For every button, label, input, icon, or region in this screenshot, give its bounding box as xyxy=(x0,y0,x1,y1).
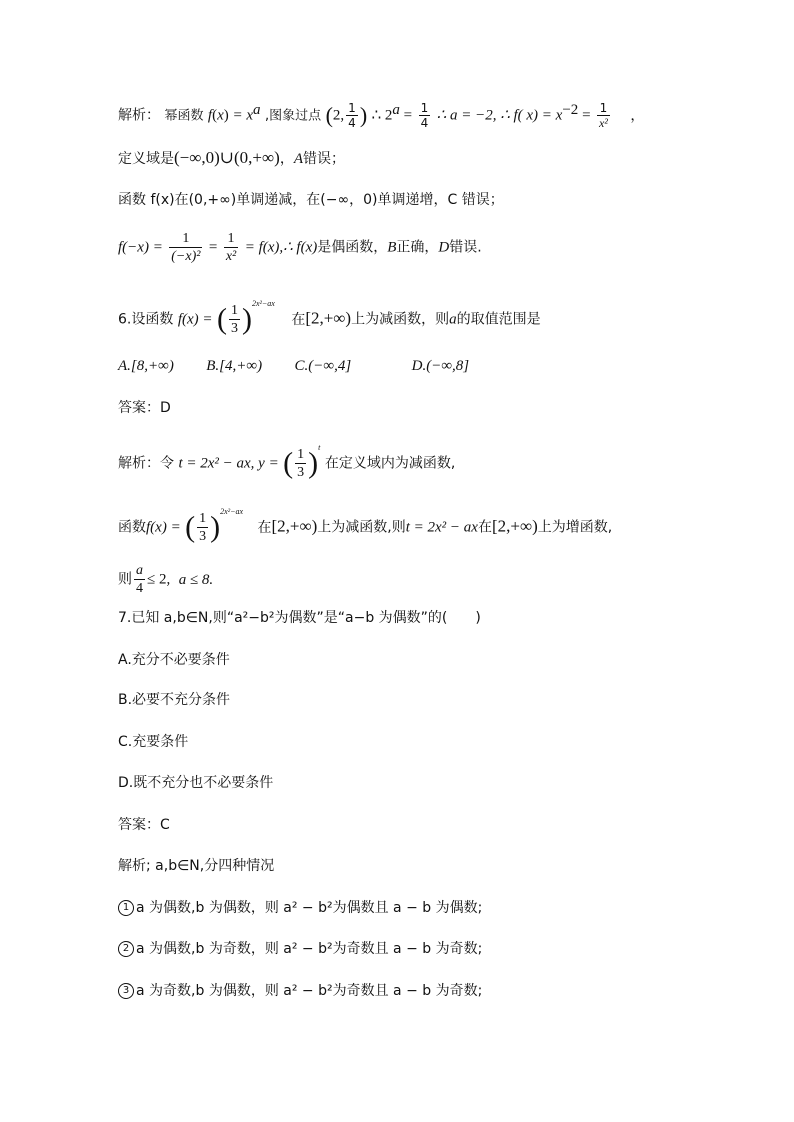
fraction-denominator: 3 xyxy=(230,321,238,336)
math-fragment: f(−x) = xyxy=(118,239,163,256)
answer-7: 答案：C xyxy=(118,817,170,833)
math-fragment: 2, xyxy=(332,107,345,124)
math-fragment: ) xyxy=(223,107,229,124)
text-fragment: ,图象过点 xyxy=(265,108,322,124)
fraction-numerator: 1 xyxy=(224,230,238,248)
option-a[interactable]: A.充分不必要条件 xyxy=(118,652,230,668)
analysis-label: 解析： xyxy=(118,107,160,124)
even-function-line xyxy=(118,230,482,265)
math-fragment: = xyxy=(578,107,591,124)
fraction-denominator: 3 xyxy=(199,529,207,544)
math-fragment: = xyxy=(208,239,218,256)
text-fragment: 函数 xyxy=(118,519,146,536)
text-fragment: 正确， xyxy=(396,239,439,256)
fraction-denominator: x² xyxy=(598,116,608,131)
math-fragment: = f(x),∴ f(x) xyxy=(244,239,318,256)
question-number: 6.设函数 xyxy=(118,311,174,328)
math-fragment: B xyxy=(387,239,397,256)
math-fragment: t = 2x² − ax xyxy=(405,519,478,536)
fraction-numerator: 1 xyxy=(199,511,207,526)
paren-open: ( xyxy=(325,102,333,128)
paren-close: ) xyxy=(241,302,252,336)
fraction-one-third xyxy=(229,302,240,337)
fraction-denominator: 4 xyxy=(348,116,356,131)
analysis-power-function-line xyxy=(118,100,644,130)
analysis-6-line-2 xyxy=(118,506,613,545)
paren-open: ( xyxy=(185,510,196,544)
text-fragment: ， xyxy=(630,107,645,124)
text-fragment: 错误. xyxy=(449,239,482,256)
fraction-one-third xyxy=(295,446,306,481)
text-fragment: 在 xyxy=(291,311,306,328)
fraction-numerator: 1 xyxy=(169,230,202,248)
math-fragment: [2,+∞) xyxy=(305,308,352,328)
exponent: t xyxy=(318,442,321,452)
circled-number: 1 xyxy=(118,900,134,916)
math-fragment: x xyxy=(217,107,224,124)
domain-line xyxy=(118,148,345,169)
text-fragment: 在 xyxy=(257,519,272,536)
fraction-a-over-four xyxy=(134,562,145,597)
fraction-denominator: (−x)² xyxy=(171,249,201,264)
question-6-options xyxy=(118,356,469,376)
case-text: a 为奇数,b 为偶数，则 a² − b²为奇数且 a − b 为奇数; xyxy=(136,983,483,999)
case-text: a 为偶数,b 为奇数，则 a² − b²为奇数且 a − b 为奇数; xyxy=(136,941,483,957)
text-fragment: 函数 f(x)在(0,+∞)单调递减，在(−∞，0)单调递增，C 错误； xyxy=(118,192,504,208)
answer-6: 答案：D xyxy=(118,400,171,416)
text-fragment: 在 xyxy=(477,519,492,536)
paren-open: ( xyxy=(216,302,227,336)
math-fragment: t = 2x² − ax, y = xyxy=(178,455,279,472)
fraction-denominator: 3 xyxy=(297,465,305,480)
math-fragment: ∴ a = −2, ∴ f( x) = x xyxy=(436,107,563,124)
circled-number: 2 xyxy=(118,941,134,957)
fraction-numerator: 1 xyxy=(420,101,429,116)
question-7: 7.已知 a,b∈N,则“a²−b²为偶数”是“a−b 为偶数”的( ) xyxy=(118,610,481,626)
text-fragment: 在定义域内为减函数, xyxy=(324,455,456,472)
paren-close: ) xyxy=(210,510,221,544)
fraction-one-over-x-squared xyxy=(224,230,238,265)
math-fragment: = x xyxy=(228,107,254,124)
math-fragment: ≤ 2, xyxy=(147,571,171,588)
option-c[interactable]: C.(−∞,4] xyxy=(294,358,352,374)
text-fragment: 错误； xyxy=(302,151,345,167)
fraction-numerator: 1 xyxy=(297,447,305,462)
text-fragment: 的取值范围是 xyxy=(456,311,541,328)
analysis-6-line-1 xyxy=(118,442,456,481)
option-d[interactable]: D.(−∞,8] xyxy=(411,358,470,374)
math-fragment: f xyxy=(207,107,213,124)
text-fragment: 上为减函数,则 xyxy=(317,519,406,536)
math-fragment: (−∞,0)∪(0,+∞) xyxy=(174,148,280,167)
analysis-7: 解析; a,b∈N,分四种情况 xyxy=(118,858,275,874)
fraction-quarter xyxy=(419,101,431,130)
math-fragment: a xyxy=(253,102,261,118)
fraction-one-over-neg-x-squared xyxy=(169,230,202,265)
option-c[interactable]: C.充要条件 xyxy=(118,734,189,750)
monotonic-line xyxy=(118,190,504,210)
math-fragment: f(x) = xyxy=(146,519,181,536)
text-fragment: 上为增函数, xyxy=(537,519,613,536)
text-fragment: ， xyxy=(279,151,294,167)
fraction-denominator: x² xyxy=(225,249,237,264)
question-6 xyxy=(118,298,541,337)
math-fragment: [2,+∞) xyxy=(491,516,538,536)
fraction-numerator: 1 xyxy=(348,101,356,116)
paren-close: ) xyxy=(359,102,368,128)
analysis-6-line-3 xyxy=(118,562,213,597)
text-fragment: 幂函数 xyxy=(164,108,204,124)
circled-number: 3 xyxy=(118,983,134,999)
paren-open: ( xyxy=(283,446,294,480)
fraction-numerator: 1 xyxy=(230,303,238,318)
fraction-denominator: 4 xyxy=(136,581,143,596)
math-fragment: −2 xyxy=(562,102,579,118)
option-d[interactable]: D.既不充分也不必要条件 xyxy=(118,775,274,791)
paren-close: ) xyxy=(308,446,319,480)
math-fragment: a xyxy=(449,311,457,328)
text-fragment: 定义域是 xyxy=(118,151,174,167)
math-fragment: ∴ 2 xyxy=(371,107,393,124)
exponent: 2x²−ax xyxy=(220,506,244,516)
exponent: 2x²−ax xyxy=(251,298,275,308)
math-fragment: A xyxy=(293,151,303,167)
text-fragment: 上为减函数，则 xyxy=(351,311,450,328)
math-fragment: [2,+∞) xyxy=(271,516,318,536)
math-fragment: D xyxy=(438,239,450,256)
math-fragment: f(x) = xyxy=(177,311,213,328)
case-text: a 为偶数,b 为偶数，则 a² − b²为偶数且 a − b 为偶数; xyxy=(136,900,483,916)
option-b[interactable]: B.[4,+∞) xyxy=(206,358,263,374)
math-fragment: a ≤ 8. xyxy=(178,571,214,588)
case-3 xyxy=(118,981,482,1001)
math-fragment: ( xyxy=(212,107,218,124)
fraction-numerator: 1 xyxy=(597,101,610,116)
math-fragment: a xyxy=(392,102,400,118)
text-fragment: 是偶函数， xyxy=(317,239,388,256)
option-a[interactable]: A.[8,+∞) xyxy=(118,358,174,374)
option-b[interactable]: B.必要不充分条件 xyxy=(118,692,231,708)
analysis-label: 解析： xyxy=(118,455,160,472)
fraction-denominator: 4 xyxy=(420,116,429,131)
math-fragment: = xyxy=(399,107,413,124)
fraction-one-quarter xyxy=(346,101,358,130)
text-fragment: 令 xyxy=(160,455,174,472)
case-2 xyxy=(118,939,482,959)
text-fragment: 则 xyxy=(118,571,132,588)
case-1 xyxy=(118,898,482,918)
fraction-numerator: a xyxy=(136,563,143,578)
fraction-one-over-x-squared xyxy=(597,101,610,130)
fraction-one-third xyxy=(197,510,208,545)
